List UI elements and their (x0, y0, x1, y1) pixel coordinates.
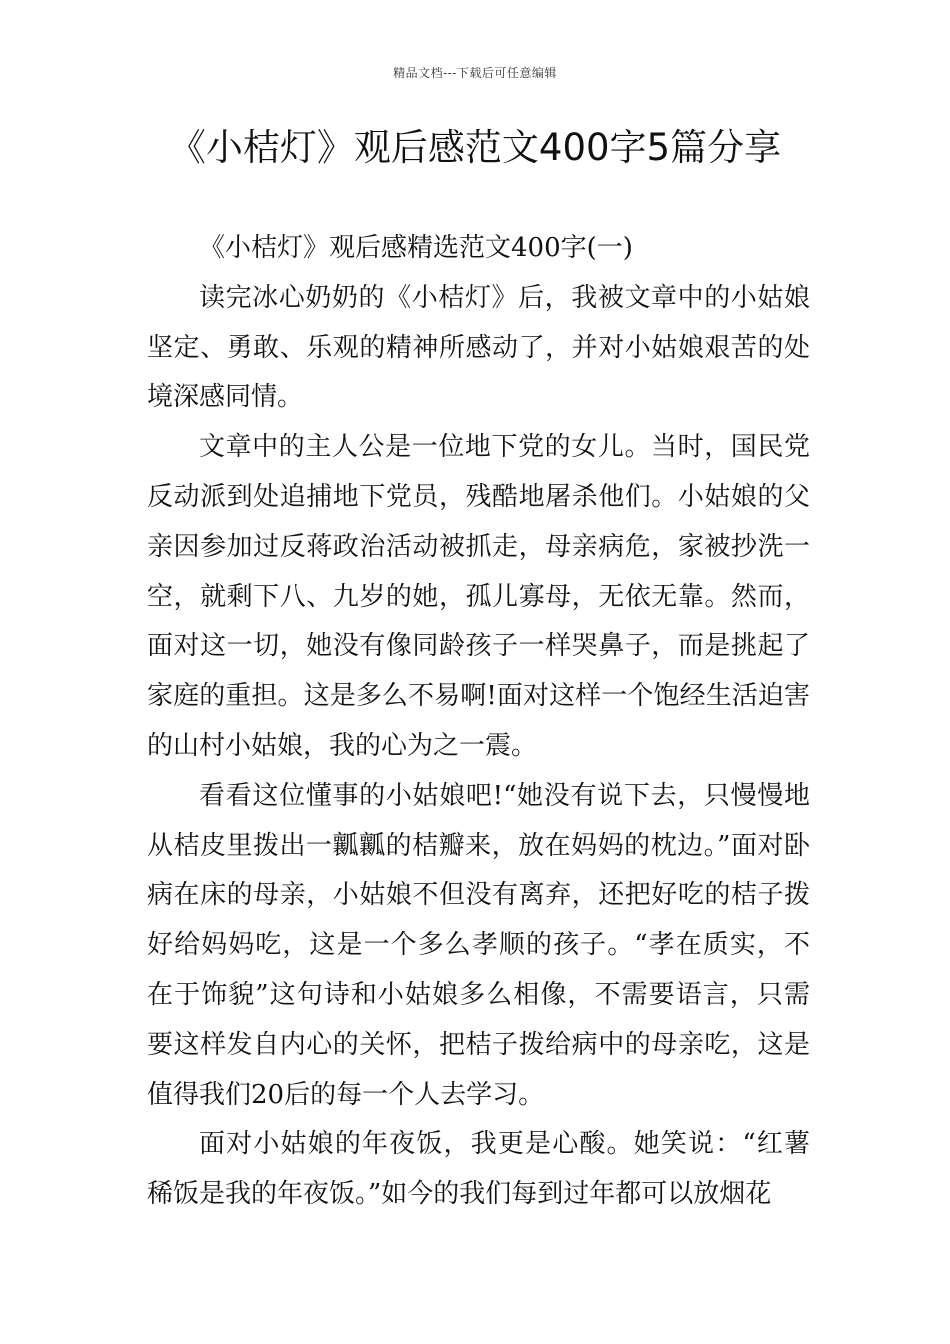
paragraph: 看看这位懂事的小姑娘吧!“她没有说下去，只慢慢地从桔皮里拨出一瓤瓤的桔瓣来，放在妈妈的枕边。”面对卧病在床的母亲，小姑娘不但没有离弃，还把好吃的桔子拨好给妈妈吃，这是一个多么孝顺的孩子。“孝在质实，不在于饰貌”这句诗和小姑娘多么相像，不需要语言，只需要这样发自内心的关怀，把桔子拨给病中的母亲吃，这是值得我们20后的每一个人去学习。 (147, 780, 810, 1110)
article-body (147, 224, 810, 1220)
paragraph: 文章中的主人公是一位地下党的女儿。当时，国民党反动派到处追捕地下党员，残酷地屠杀他们。小姑娘的父亲因参加过反蒋政治活动被抓走，母亲病危，家被抄洗一空，就剩下八、九岁的她，孤儿寡母，无依无靠。然而，面对这一切，她没有像同龄孩子一样哭鼻子，而是挑起了家庭的重担。这是多么不易啊!面对这样一个饱经生活迫害的山村小姑娘，我的心为之一震。 (147, 432, 810, 761)
paragraph: 面对小姑娘的年夜饭，我更是心酸。她笑说：“红薯稀饭是我的年夜饭。”如今的我们每到过年都可以放烟花 (147, 1129, 810, 1210)
header-note: 精品文档---下载后可任意编辑 (393, 66, 557, 80)
document-title: 《小桔灯》观后感范文400字5篇分享 (168, 126, 782, 169)
section-subtitle: 《小桔灯》观后感精选范文400字(一) (199, 233, 633, 263)
paragraph: 读完冰心奶奶的《小桔灯》后，我被文章中的小姑娘坚定、勇敢、乐观的精神所感动了，并对小姑娘艰苦的处境深感同情。 (147, 282, 810, 413)
